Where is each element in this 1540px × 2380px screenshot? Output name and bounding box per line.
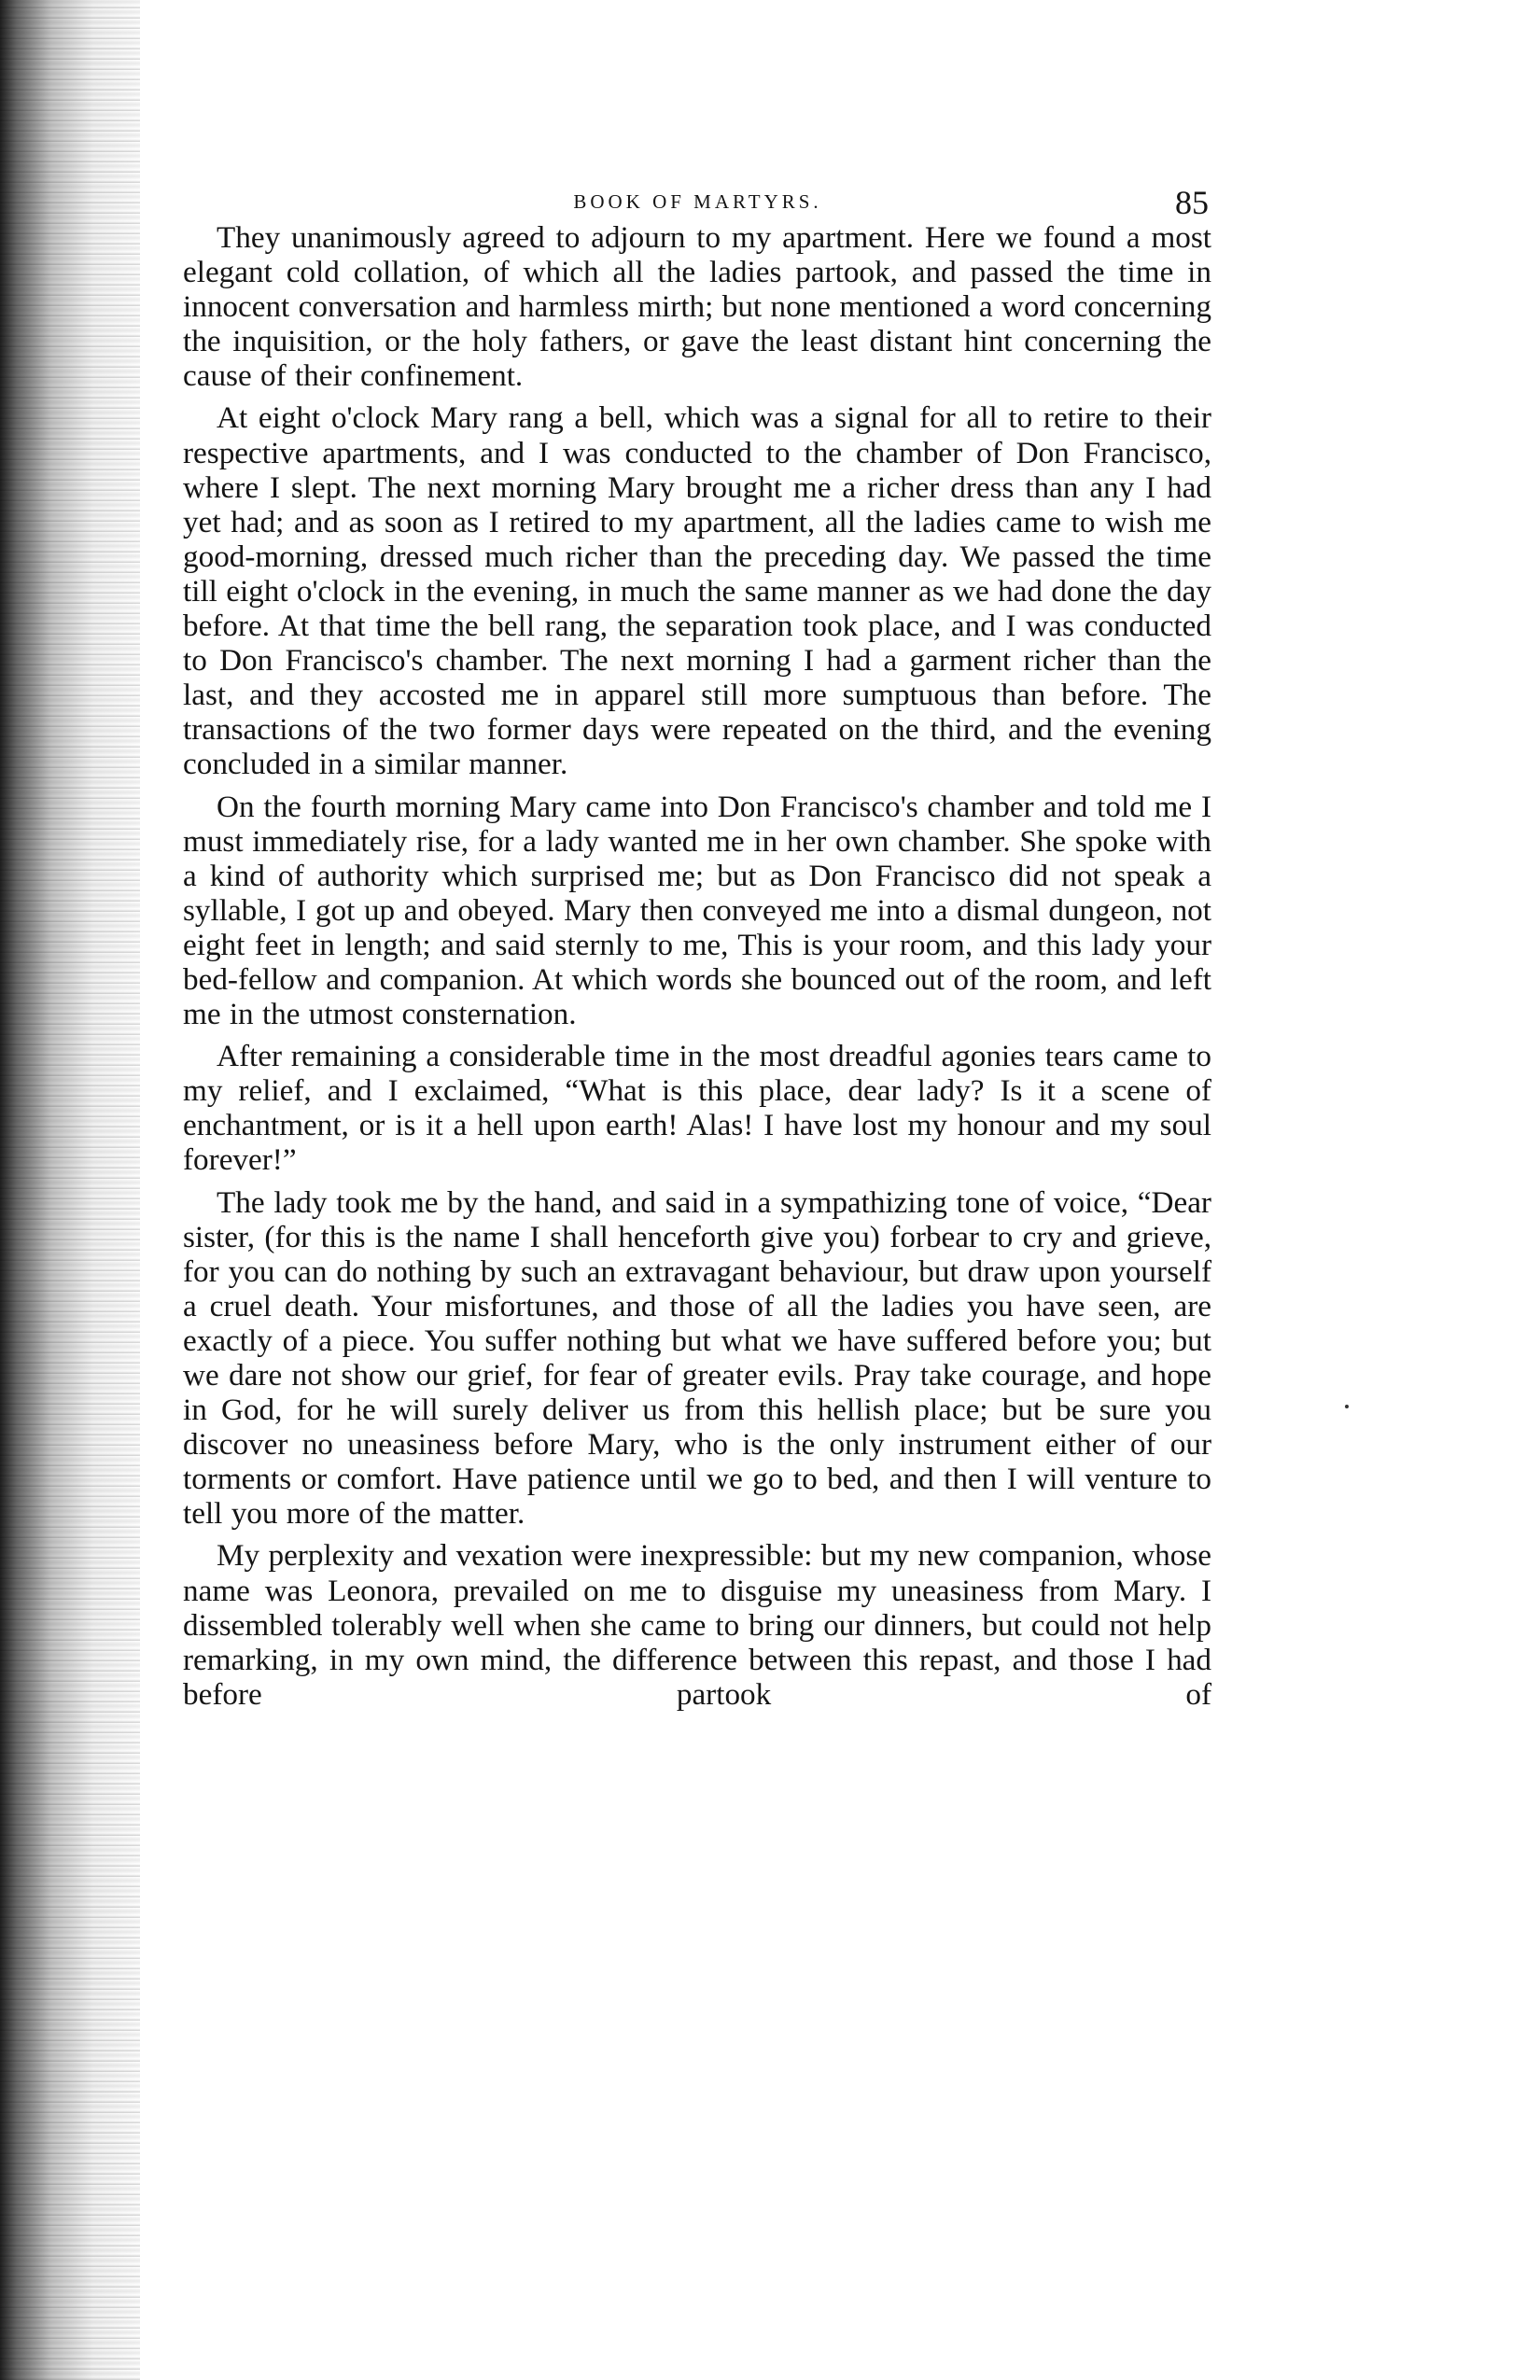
paragraph-2: At eight o'clock Mary rang a bell, which was a signal for all to retire to their respective apartments, and I was conducted to the chamber of Don Francisco, where I slept. The next morning Mary brought me a richer dress than any I had yet had; and as soon as I retired to my apartment, all the ladies came to wish me good-morning, dressed much richer than the preceding day. We passed the time till eight o'clock in the evening, in much the same manner as we had done the day before. At that time the bell rang, the separation took place, and I was conducted to Don Francisco's chamber. The next morning I had a garment richer than the last, and they accosted me in apparel still more sumptuous than before. The transactions of the two former days were repeated on the third, and the evening concluded in a similar manner.: [183, 400, 1211, 782]
scan-binding-shadow: [0, 0, 140, 2380]
page-number: 85: [1175, 184, 1209, 221]
paragraph-5: The lady took me by the hand, and said in a sympathizing tone of voice, “Dear sister, (for this is the name I shall henceforth give you) forbear to cry and grieve, for you can do nothing by such an extravagant behaviour, but draw upon yourself a cruel death. Your misfortunes, and those of all the ladies you have seen, are exactly of a piece. You suffer nothing but what we have suffered before you; but we dare not show our grief, for fear of greater evils. Pray take courage, and hope in God, for he will surely deliver us from this hellish place; but be sure you discover no uneasiness before Mary, who is the only instrument either of our torments or comfort. Have patience until we go to bed, and then I will venture to tell you more of the matter.: [183, 1184, 1211, 1532]
paragraph-6: My perplexity and vexation were inexpressible: but my new companion, whose name was Leonora, prevailed on me to disguise my uneasiness from Mary. I dissembled tolerably well when she came to bring our dinners, but could not help remarking, in my own mind, the difference between this repast, and those I had before partook of: [183, 1538, 1211, 1712]
paragraph-1: They unanimously agreed to adjourn to my apartment. Here we found a most elegant cold collation, of which all the ladies partook, and passed the time in innocent conversation and harmless mirth; but none mentioned a word concerning the inquisition, or the holy fathers, or gave the least distant hint concerning the cause of their confinement.: [183, 220, 1211, 394]
running-head: BOOK OF MARTYRS.: [573, 190, 822, 213]
paragraph-4: After remaining a considerable time in the most dreadful agonies tears came to my relief, and I exclaimed, “What is this place, dear lady? Is it a scene of enchantment, or is it a hell upon earth! Alas! I have lost my honour and my soul forever!”: [183, 1039, 1211, 1178]
body-text: [183, 220, 1211, 1712]
stray-ink-dot: [1345, 1405, 1349, 1408]
paragraph-3: On the fourth morning Mary came into Don Francisco's chamber and told me I must immediately rise, for a lady wanted me in her own chamber. She spoke with a kind of authority which surprised me; but as Don Francisco did not speak a syllable, I got up and obeyed. Mary then conveyed me into a dismal dungeon, not eight feet in length; and said sternly to me, This is your room, and this lady your bed-fellow and companion. At which words she bounced out of the room, and left me in the utmost consternation.: [183, 789, 1211, 1032]
